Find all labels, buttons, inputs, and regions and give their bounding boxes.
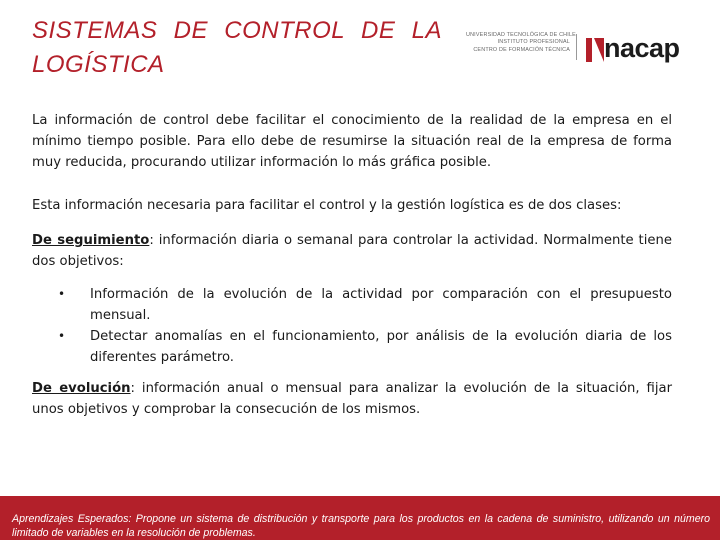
slide-title-line2: LOGÍSTICA bbox=[32, 51, 165, 78]
objectives-list bbox=[32, 284, 672, 368]
list-item-text: Información de la evolución de la actividad por comparación con el presupuesto mensual. bbox=[90, 287, 672, 323]
seguimiento-text: : información diaria o semanal para controlar la actividad. Normalmente tiene dos objetivos: bbox=[32, 233, 672, 269]
bullet-icon: • bbox=[58, 329, 66, 343]
logo-line-cft: CENTRO DE FORMACIÓN TÉCNICA bbox=[473, 46, 570, 53]
logo-line-university: UNIVERSIDAD TECNOLÓGICA DE CHILE bbox=[466, 32, 576, 38]
logo-divider bbox=[576, 34, 577, 60]
evolucion-text: : información anual o mensual para analizar la evolución de la situación, fijar unos objetivos y comprobar la consecución de los mismos. bbox=[32, 381, 673, 417]
logo-institution-lines bbox=[466, 32, 576, 54]
list-item-text: Detectar anomalías en el funcionamiento, por análisis de la evolución diaria de los diferentes parámetro. bbox=[90, 329, 672, 365]
seguimiento-lead: De seguimiento bbox=[32, 233, 150, 248]
inacap-logo bbox=[466, 30, 698, 72]
logo-line-institute: INSTITUTO PROFESIONAL bbox=[497, 39, 570, 46]
paragraph-evolucion bbox=[32, 378, 672, 420]
evolucion-lead: De evolución bbox=[32, 381, 131, 396]
paragraph-intro: La información de control debe facilitar el conocimiento de la realidad de la empresa en el mínimo tiempo posible. Para ello debe de resumirse la situación real de la empresa de forma muy reducida, procurando utilizar información lo más gráfica posible. bbox=[32, 113, 672, 170]
bullet-icon: • bbox=[58, 287, 66, 301]
paragraph-clases: Esta información necesaria para facilitar el control y la gestión logística es de dos clases: bbox=[32, 198, 622, 213]
paragraph-seguimiento bbox=[32, 230, 672, 272]
footer-learning-outcomes: Aprendizajes Esperados: Propone un sistema de distribución y transporte para los productos en la cadena de suministro, utilizando un número limitado de variables en la resolución de problemas. bbox=[12, 513, 710, 539]
logo-mark-icon bbox=[586, 34, 604, 62]
slide-title-line1: SISTEMAS DE CONTROL DE LA bbox=[32, 17, 442, 44]
list-item bbox=[58, 326, 672, 368]
list-item bbox=[58, 284, 672, 326]
slide-title bbox=[32, 14, 442, 82]
footer-bar bbox=[0, 496, 720, 540]
content bbox=[32, 110, 672, 420]
logo-wordmark: nacap bbox=[604, 33, 680, 63]
